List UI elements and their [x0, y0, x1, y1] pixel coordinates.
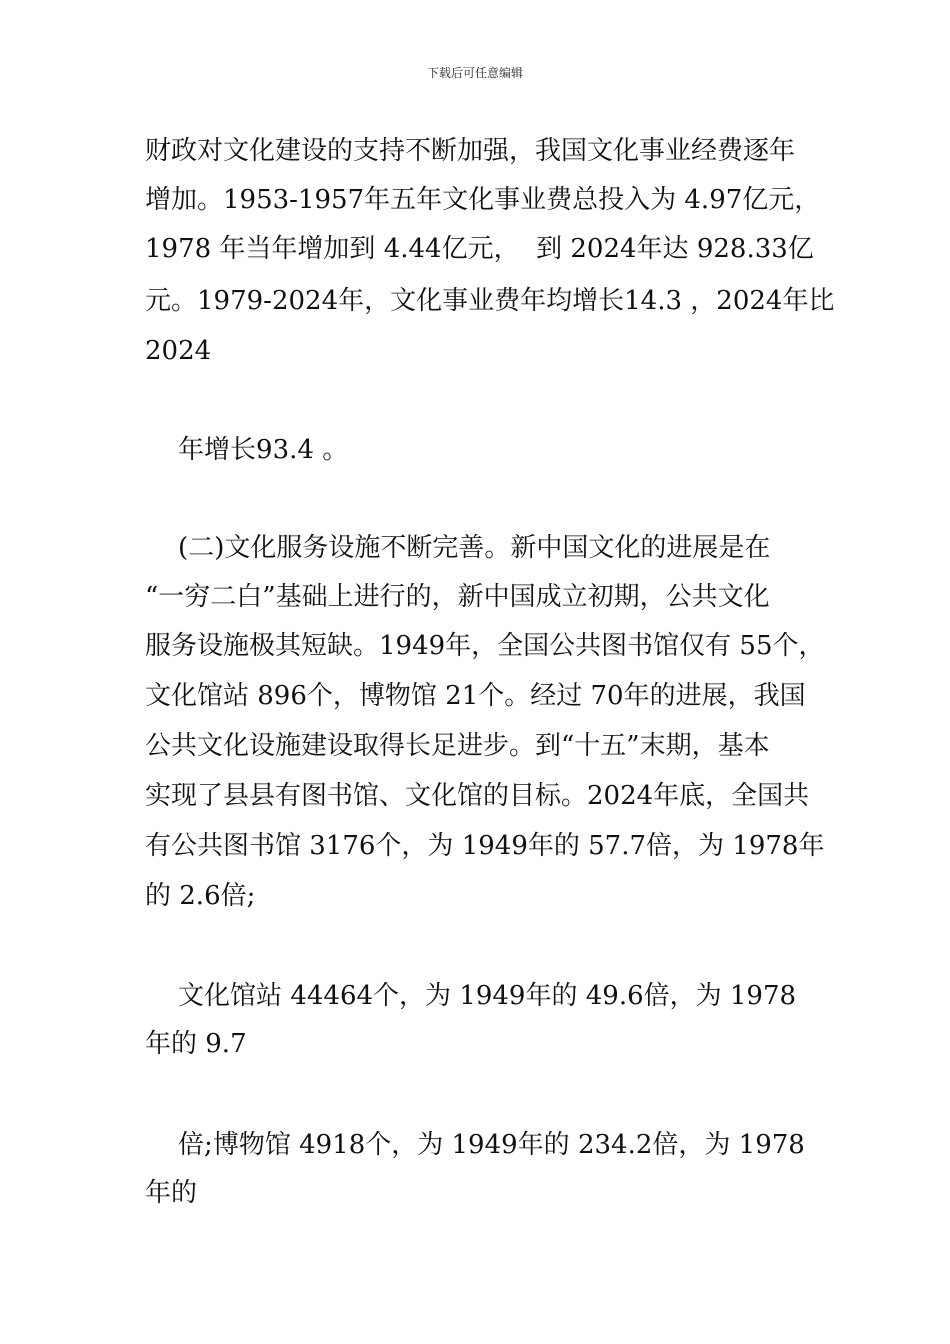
text-line: 1978 年当年增加到 4.44亿元， 到 2024年达 928.33亿 — [145, 234, 814, 264]
text-line: 年的 9.7 — [145, 1029, 247, 1059]
text-line: 文化馆站 44464个，为 1949年的 49.6倍，为 1978 — [145, 981, 797, 1011]
text-line: (二)文化服务设施不断完善。新中国文化的进展是在 — [145, 533, 771, 563]
text-line: 文化馆站 896个，博物馆 21个。经过 70年的进展，我国 — [145, 681, 806, 711]
text-line: 年增长93.4 。 — [145, 435, 349, 465]
text-line: 倍;博物馆 4918个，为 1949年的 234.2倍，为 1978 — [145, 1130, 805, 1160]
text-line: 元。1979-2024年，文化事业费年均增长14.3 ，2024年比 — [145, 286, 835, 316]
page-header: 下载后可任意编辑 — [426, 66, 523, 80]
text-line: 实现了县县有图书馆、文化馆的目标。2024年底，全国共 — [145, 781, 810, 811]
text-line: 年的 — [145, 1178, 198, 1208]
text-line: 财政对文化建设的支持不断加强，我国文化事业经费逐年 — [145, 136, 796, 166]
text-line: “一穷二白”基础上进行的，新中国成立初期，公共文化 — [145, 582, 770, 612]
text-line: 的 2.6倍; — [145, 881, 256, 911]
text-line: 服务设施极其短缺。1949年，全国公共图书馆仅有 55个， — [145, 631, 825, 661]
text-line: 公共文化设施建设取得长足进步。到“十五”末期，基本 — [145, 731, 770, 761]
text-line: 2024 — [145, 336, 212, 366]
text-line: 增加。1953-1957年五年文化事业费总投入为 4.97亿元， — [145, 185, 821, 215]
text-line: 有公共图书馆 3176个，为 1949年的 57.7倍，为 1978年 — [145, 831, 825, 861]
